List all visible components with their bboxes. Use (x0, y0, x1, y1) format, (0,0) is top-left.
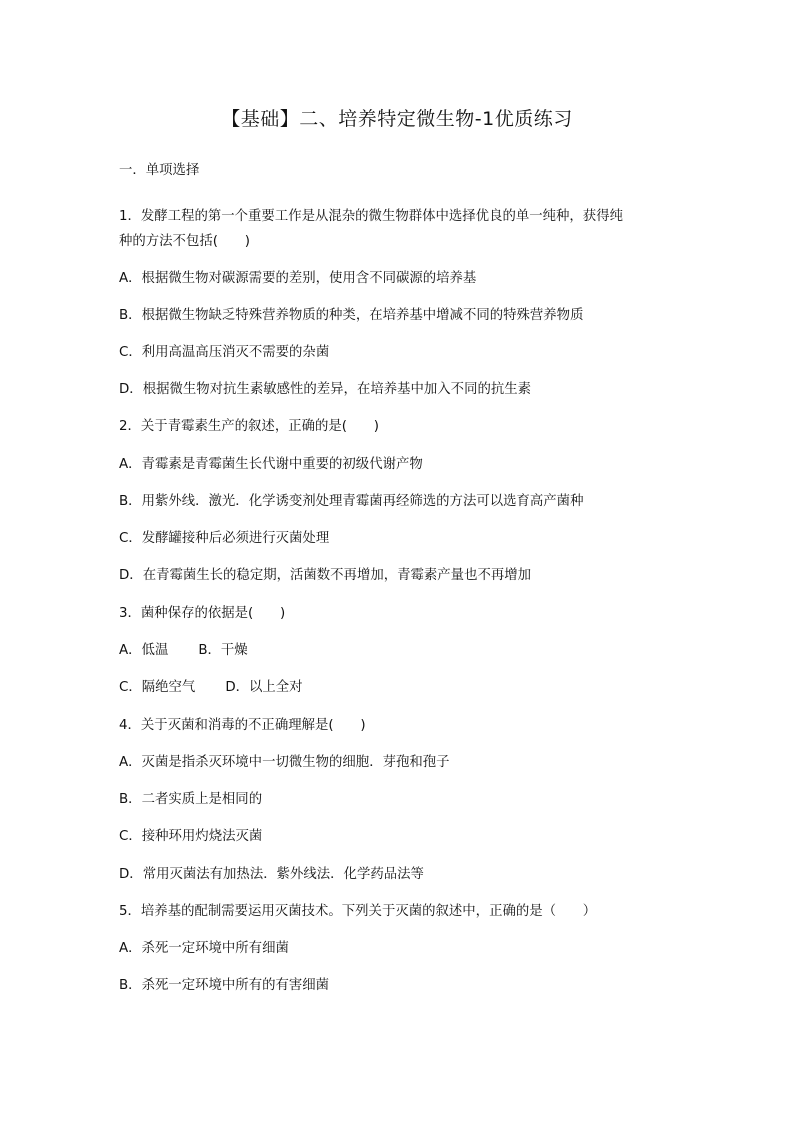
question-3-option-c: C．隔绝空气 (119, 680, 196, 695)
question-3-option-d: D．以上全对 (225, 680, 303, 695)
question-2-stem: 2．关于青霉素生产的叙述，正确的是( ) (119, 419, 379, 434)
question-1-option-d: D．根据微生物对抗生素敏感性的差异，在培养基中加入不同的抗生素 (119, 382, 532, 397)
question-4-option-b: B．二者实质上是相同的 (119, 792, 263, 807)
question-3-options-row-2 (119, 679, 303, 697)
question-3-options-row-1 (119, 642, 248, 660)
question-4-option-c: C．接种环用灼烧法灭菌 (119, 829, 263, 844)
question-5-stem: 5．培养基的配制需要运用灭菌技术。下列关于灭菌的叙述中，正确的是（ ） (119, 904, 597, 919)
question-1-option-b: B．根据微生物缺乏特殊营养物质的种类，在培养基中增减不同的特殊营养物质 (119, 308, 584, 323)
question-5-option-a: A．杀死一定环境中所有细菌 (119, 941, 289, 956)
question-2-option-d: D．在青霉菌生长的稳定期，活菌数不再增加，青霉素产量也不再增加 (119, 568, 532, 583)
question-3-stem: 3．菌种保存的依据是( ) (119, 606, 286, 621)
section-heading: 一．单项选择 (119, 163, 200, 178)
question-1-stem-line-2: 种的方法不包括( ) (119, 234, 250, 249)
question-4-option-a: A．灭菌是指杀灭环境中一切微生物的细胞．芽孢和孢子 (119, 755, 450, 770)
question-1-stem-line-1: 1．发酵工程的第一个重要工作是从混杂的微生物群体中选择优良的单一纯种，获得纯 (119, 209, 623, 224)
question-2-option-c: C．发酵罐接种后必须进行灭菌处理 (119, 531, 330, 546)
document-title: 【基础】二、培养特定微生物-1优质练习 (221, 108, 573, 130)
question-4-option-d: D．常用灭菌法有加热法．紫外线法．化学药品法等 (119, 867, 424, 882)
question-3-option-a: A．低温 (119, 643, 169, 658)
question-3-option-b: B．干燥 (198, 643, 248, 658)
question-2-option-a: A．青霉素是青霉菌生长代谢中重要的初级代谢产物 (119, 457, 423, 472)
question-2-option-b: B．用紫外线．激光．化学诱变剂处理青霉菌再经筛选的方法可以选育高产菌种 (119, 494, 584, 509)
question-1-option-a: A．根据微生物对碳源需要的差别，使用含不同碳源的培养基 (119, 271, 477, 286)
question-1-option-c: C．利用高温高压消灭不需要的杂菌 (119, 345, 330, 360)
question-4-stem: 4．关于灭菌和消毒的不正确理解是( ) (119, 718, 366, 733)
question-5-option-b: B．杀死一定环境中所有的有害细菌 (119, 978, 330, 993)
